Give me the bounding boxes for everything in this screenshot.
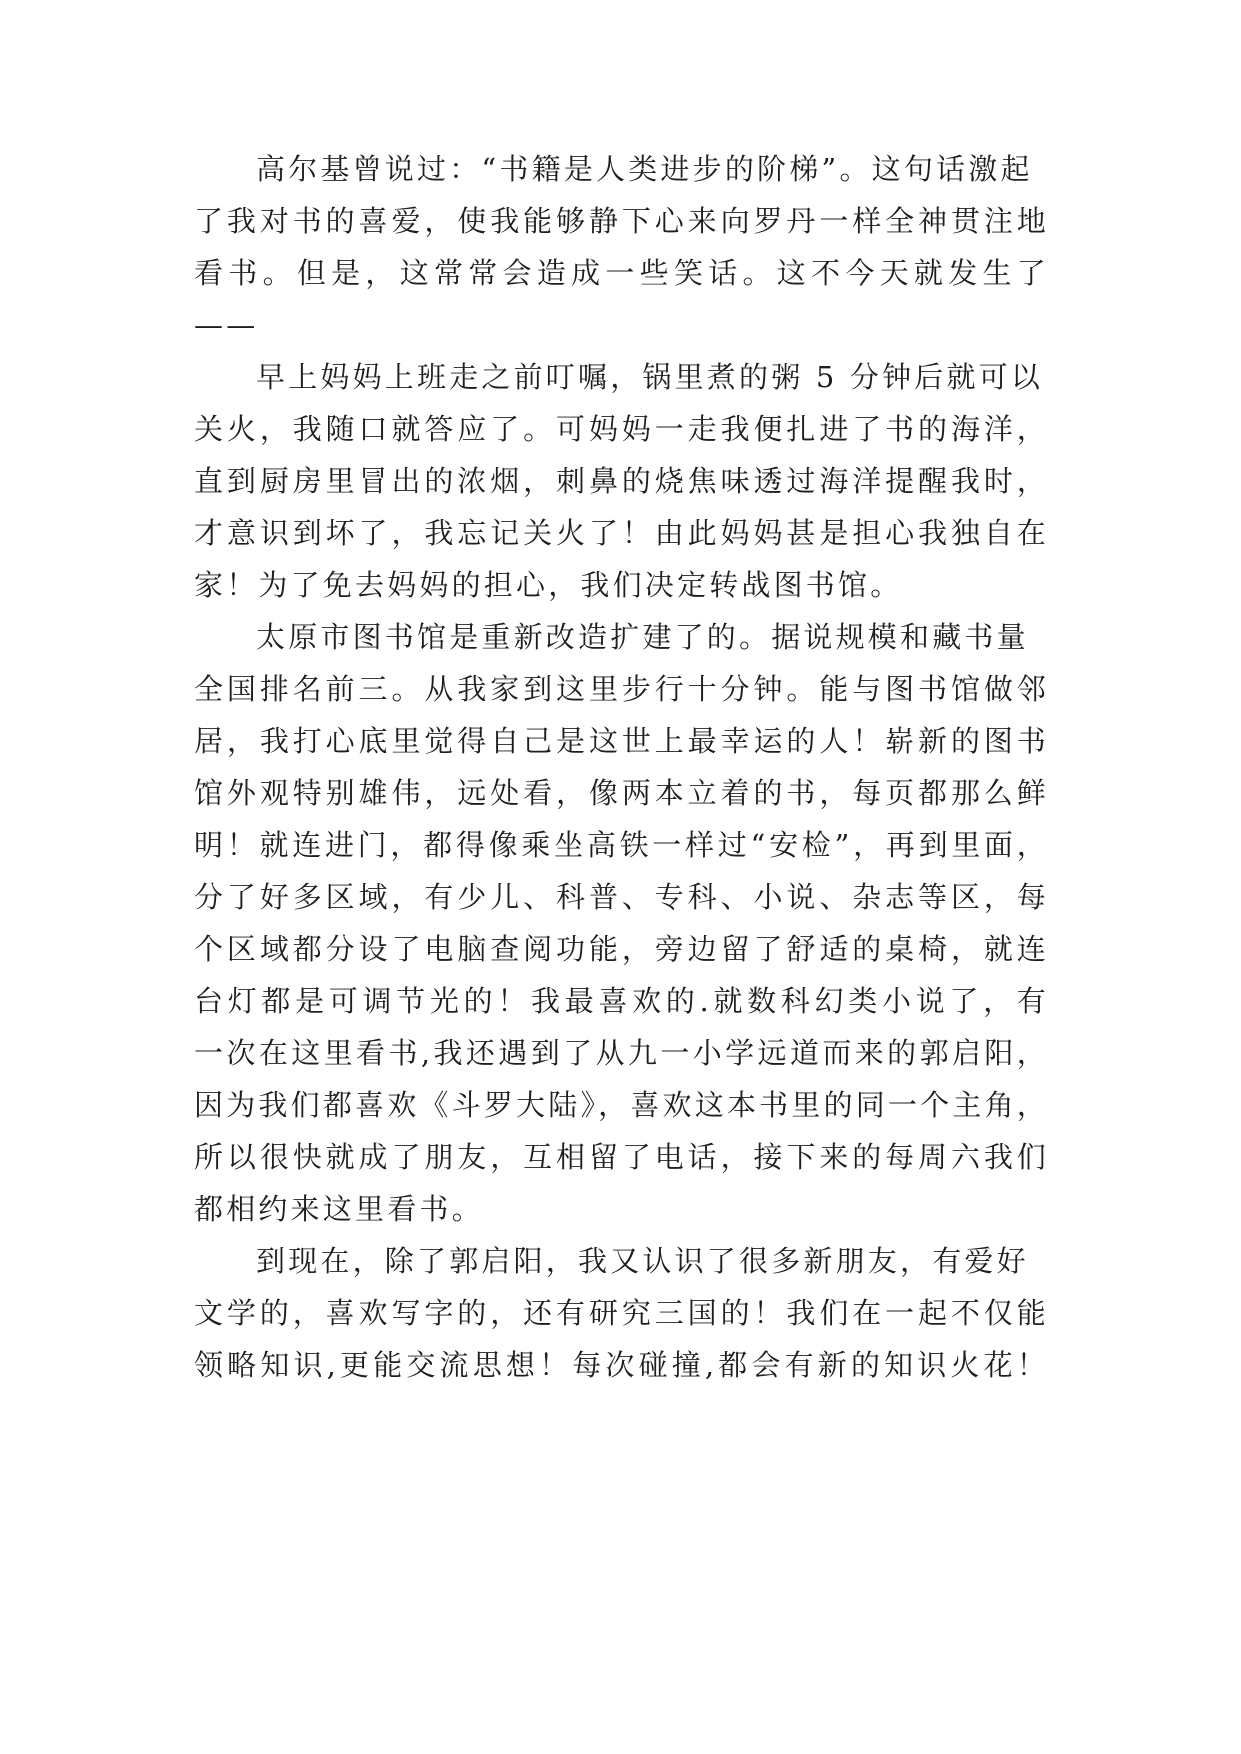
- paragraph-1-line-4: ——: [194, 308, 259, 342]
- paragraph-3-line-9: 一次在这里看书,我还遇到了从九一小学远道而来的郭启阳，: [194, 1036, 1049, 1070]
- paragraph-3-line-5: 明！就连进门，都得像乘坐高铁一样过“安检”，再到里面，: [194, 828, 1049, 862]
- paragraph-3-line-10: 因为我们都喜欢《斗罗大陆》，喜欢这本书里的同一个主角，: [194, 1088, 1049, 1122]
- paragraph-2-line-3: 直到厨房里冒出的浓烟，刺鼻的烧焦味透过海洋提醒我时，: [194, 464, 1049, 498]
- paragraph-3-line-7: 个区域都分设了电脑查阅功能，旁边留了舒适的桌椅，就连: [194, 932, 1049, 966]
- paragraph-2-line-4: 才意识到坏了，我忘记关火了！由此妈妈甚是担心我独自在: [194, 516, 1049, 550]
- paragraph-3-line-3: 居，我打心底里觉得自己是这世上最幸运的人！崭新的图书: [194, 724, 1049, 758]
- paragraph-3-line-4: 馆外观特别雄伟，远处看，像两本立着的书，每页都那么鲜: [194, 776, 1049, 810]
- paragraph-4-line-2: 文学的，喜欢写字的，还有研究三国的！我们在一起不仅能: [194, 1296, 1049, 1330]
- paragraph-3-line-8: 台灯都是可调节光的！我最喜欢的.就数科幻类小说了，有: [194, 984, 1049, 1018]
- paragraph-4-line-1: 到现在，除了郭启阳，我又认识了很多新朋友，有爱好: [256, 1244, 1029, 1278]
- paragraph-3-line-2: 全国排名前三。从我家到这里步行十分钟。能与图书馆做邻: [194, 672, 1049, 706]
- paragraph-3-line-12: 都相约来这里看书。: [194, 1192, 484, 1226]
- paragraph-2-line-2: 关火，我随口就答应了。可妈妈一走我便扎进了书的海洋，: [194, 412, 1049, 446]
- paragraph-3-line-1: 太原市图书馆是重新改造扩建了的。据说规模和藏书量: [256, 620, 1029, 654]
- paragraph-2-line-5: 家！为了免去妈妈的担心，我们决定转战图书馆。: [194, 568, 903, 602]
- paragraph-1-line-1: 高尔基曾说过：“书籍是人类进步的阶梯”。这句话激起: [256, 152, 1033, 186]
- paragraph-3-line-6: 分了好多区域，有少儿、科普、专科、小说、杂志等区，每: [194, 880, 1049, 914]
- paragraph-2-line-1: 早上妈妈上班走之前叮嘱，锅里煮的粥 5 分钟后就可以: [256, 360, 1044, 394]
- paragraph-1-line-2: 了我对书的喜爱，使我能够静下心来向罗丹一样全神贯注地: [194, 204, 1049, 238]
- paragraph-3-line-11: 所以很快就成了朋友，互相留了电话，接下来的每周六我们: [194, 1140, 1049, 1174]
- paragraph-4-line-3: 领略知识,更能交流思想！每次碰撞,都会有新的知识火花！: [194, 1348, 1049, 1382]
- paragraph-1-line-3: 看书。但是，这常常会造成一些笑话。这不今天就发生了: [194, 256, 1049, 290]
